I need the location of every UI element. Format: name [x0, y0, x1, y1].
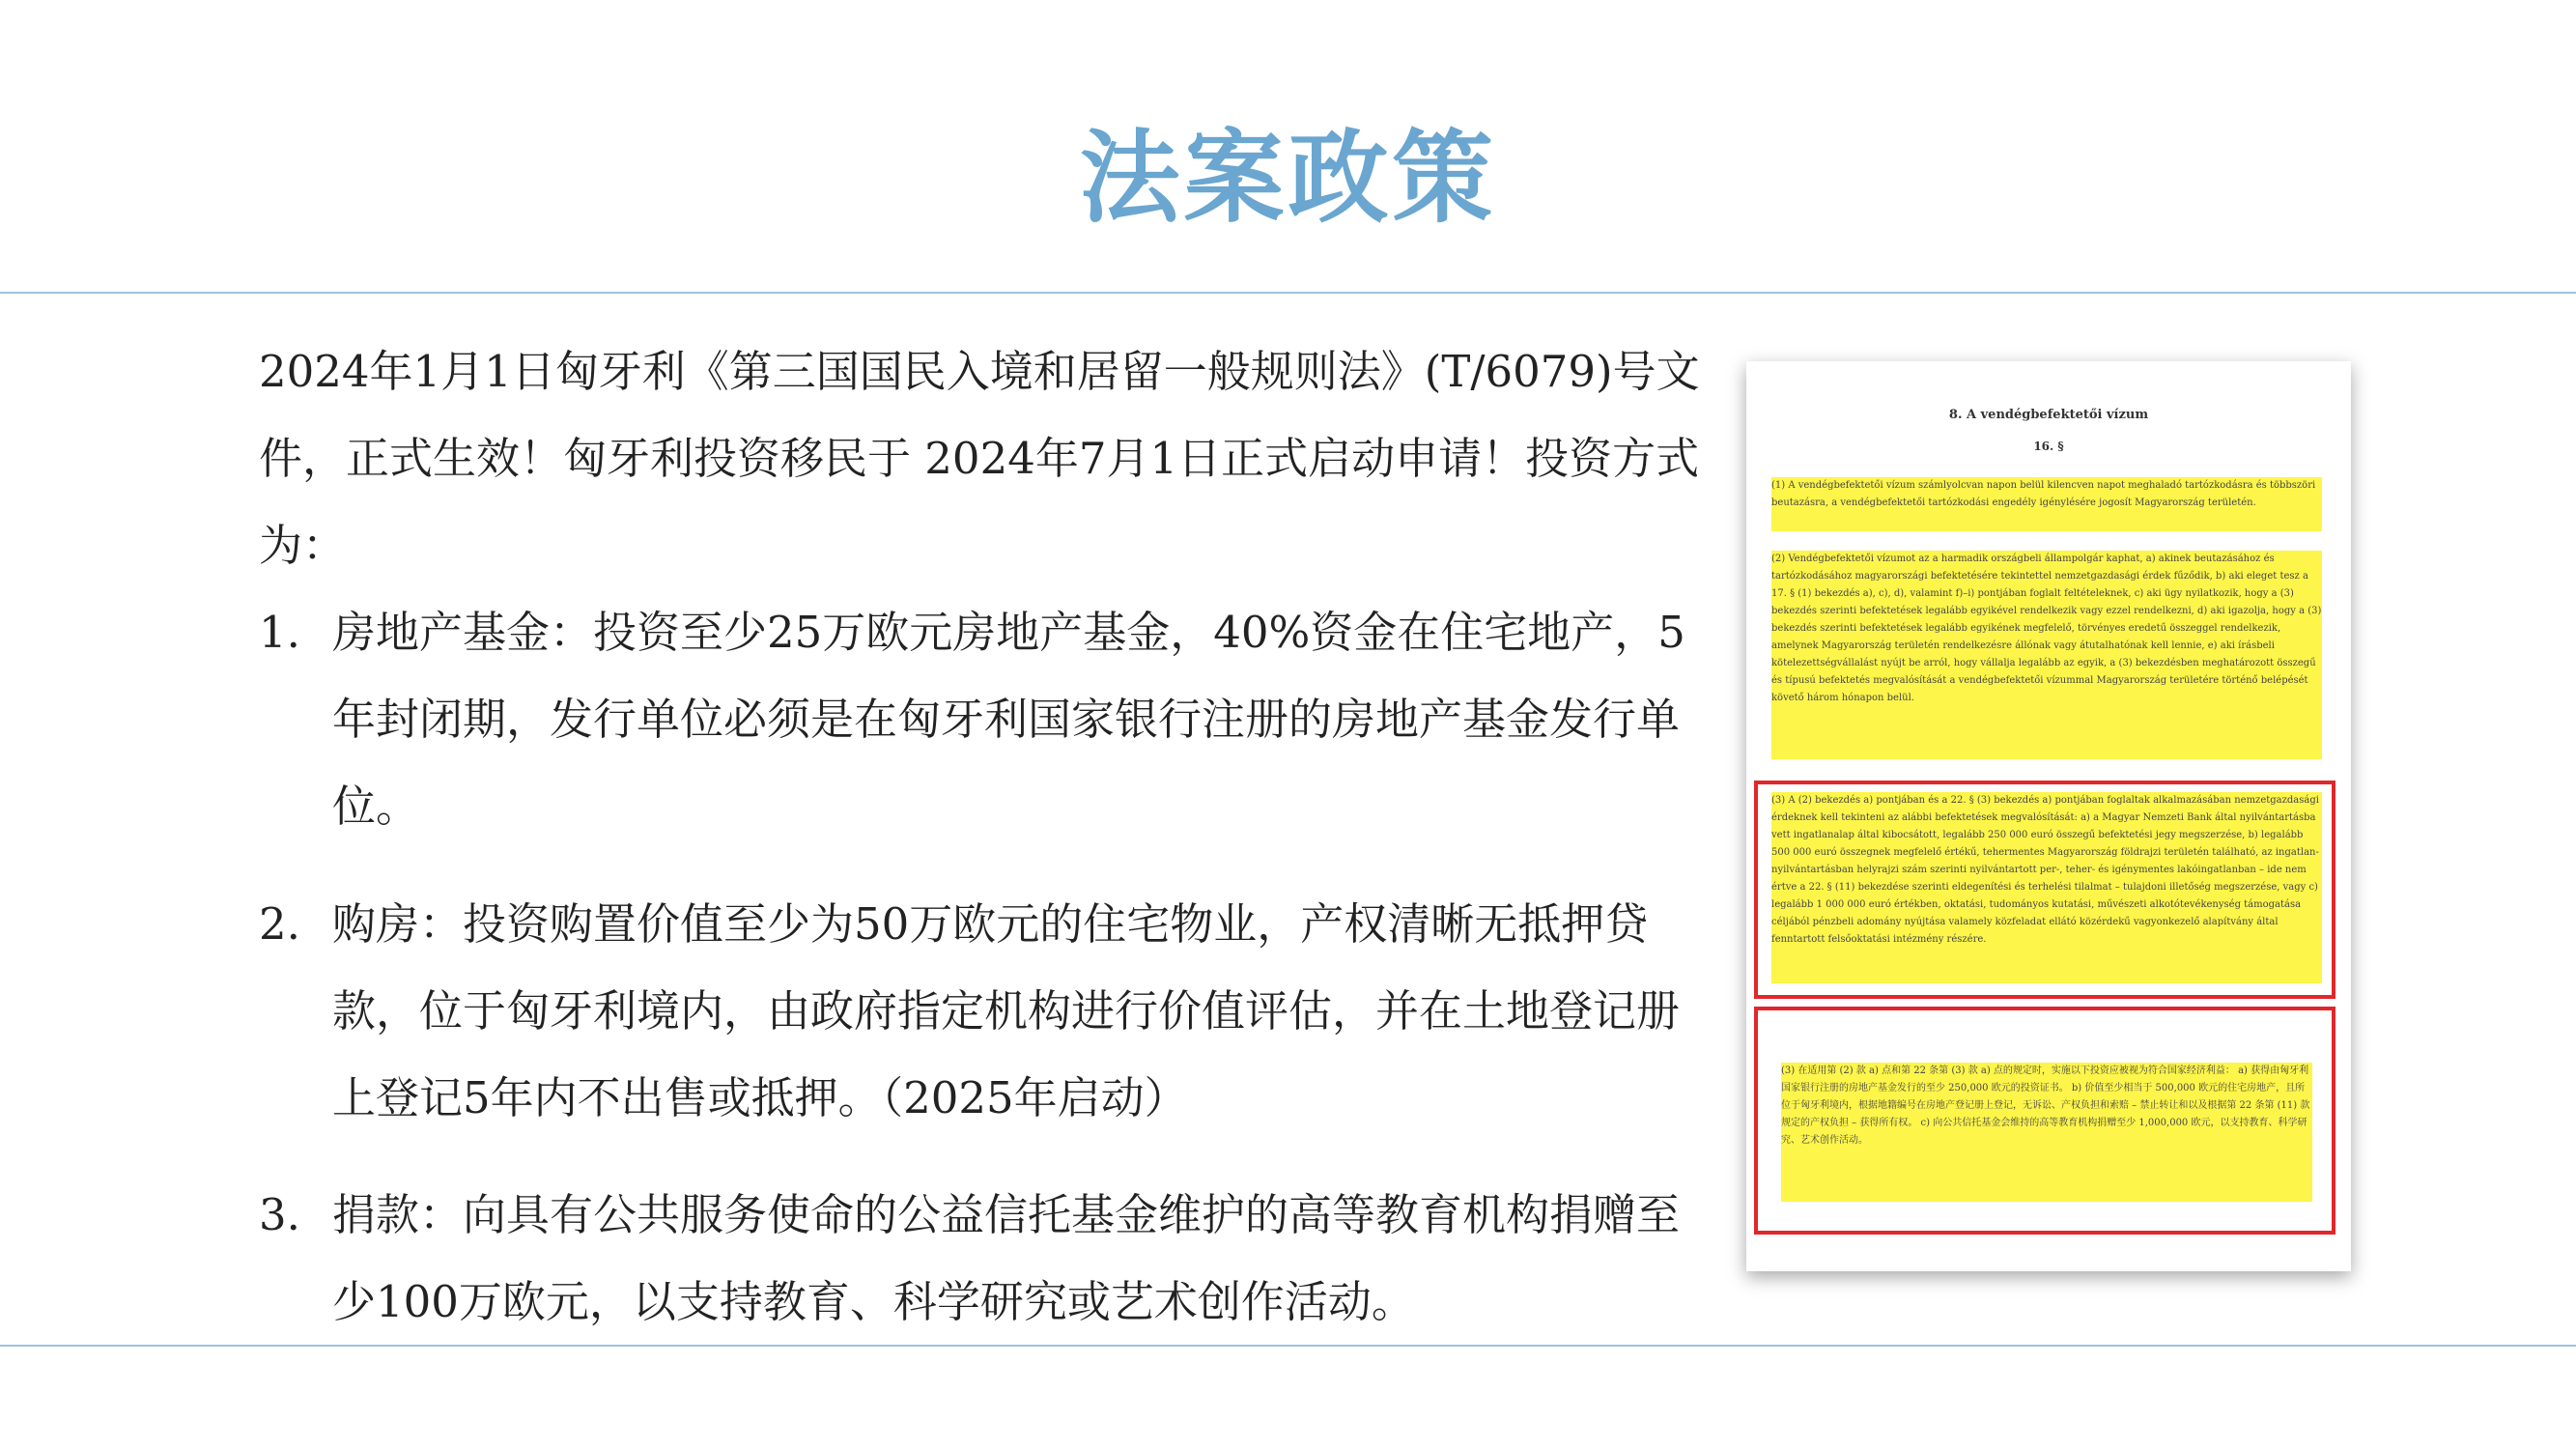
list-item — [259, 589, 1717, 850]
law-document-image — [1746, 361, 2351, 1271]
document-paragraph-3: (3) A (2) bekezdés a) pontjában és a 22. § (3) bekezdés a) pontjában foglaltak alkalmazásában nemzetgazdasági érdeknek kell tekinteni az alábbi befektetések megvalósítását: a) a Magyar Nemzeti Bank által nyilvántartásba vett ingatlanalap által kibocsátott, legalább 250 000 euró összegű befektetési jegy megszerzése, b) legalább 500 000 euró összegnek megfelelő értékű, tehermentes Magyarország földrajzi területén található, az ingatlan-nyilvántartásban helyrajzi szám szerinti nyilvántartott per-, teher- és igénymentes lakóingatlanban – ide nem értve a 22. § (11) bekezdése szerinti eldegenítési és terhelési tilalmat – tulajdoni illetőség megszerzése, vagy c) legalább 1 000 000 euró értékben, oktatási, tudományos kutatási, művészeti alkotótevékenység támogatása céljából pénzbeli adomány nyújtása valamely közfeladat ellátó közérdekű vagyonkezelő alapítvány által fenntartott felsőoktatási intézmény részére. — [1771, 792, 2322, 983]
list-item-text: 购房：投资购置价值至少为50万欧元的住宅物业，产权清晰无抵押贷款，位于匈牙利境内，由政府指定机构进行价值评估，并在土地登记册上登记5年内不出售或抵押。（2025年启动） — [332, 898, 1681, 1123]
list-item — [259, 1172, 1717, 1346]
list-item-number: 1. — [259, 607, 300, 658]
document-paragraph-2: (2) Vendégbefektetői vízumot az a harmadik országbeli állampolgár kaphat, a) akinek beutazásához és tartózkodásához magyarországi befektetésére tekintettel nemzetgazdasági érdek fűződik, b) aki eleget tesz a 17. § (1) bekezdés a), c), d), valamint f)–i) pontjában foglalt feltételeknek, c) aki ügy nyilatkozik, hogy a (3) bekezdés szerinti befektetések legalább egyikével rendelkezik vagy ezzel rendelkezni, d) aki igazolja, hogy a (3) bekezdés szerinti befektetések legalább egyikének megfelelő, törvényes eredetű összeggel rendelkezik, amelynek Magyarország területén rendelkezésre állónak vagy átutalhatónak kell lennie, e) aki írásbeli kötelezettségvállalást nyújt be arról, hogy vállalja legalább az egyik, a (3) bekezdésben meghatározott összegű és típusú befektetés megvalósítását a vendégbefektetői vízummal Magyarország területére történő belépését követő három hónapon belül. — [1771, 551, 2322, 759]
intro-paragraph: 2024年1月1日匈牙利《第三国国民入境和居留一般规则法》(T/6079)号文件，正式生效！匈牙利投资移民于 2024年7月1日正式启动申请！投资方式为： — [259, 346, 1700, 571]
list-item-number: 2. — [259, 898, 300, 950]
list-item-text: 捐款：向具有公共服务使命的公益信托基金维护的高等教育机构捐赠至少100万欧元，以支持教育、科学研究或艺术创作活动。 — [332, 1189, 1681, 1327]
list-item-text: 房地产基金：投资至少25万欧元房地产基金，40%资金在住宅地产，5年封闭期，发行单位必须是在匈牙利国家银行注册的房地产基金发行单位。 — [332, 607, 1685, 832]
list-item-number: 3. — [259, 1189, 300, 1240]
document-paragraph-1: (1) A vendégbefektetői vízum számlyolcvan napon belül kilencven napot meghaladó tartózkodásra és többszöri beutazásra, a vendégbefektetői tartózkodási engedély igénylésére jogosít Magyarország területén. — [1771, 477, 2322, 531]
page-title: 法案政策 — [1079, 119, 1497, 237]
document-heading: 8. A vendégbefektetői vízum — [1948, 408, 2149, 422]
document-paragraph-4: (3) 在适用第 (2) 款 a) 点和第 22 条第 (3) 款 a) 点的规定时，实施以下投资应被视为符合国家经济利益： a) 获得由匈牙利国家银行注册的房地产基金发行的至少 250,000 欧元的投资证书。 b) 价值至少相当于 500,000 欧元的住宅房地产，且所位于匈牙利境内，根据地籍编号在房地产登记册上登记，无诉讼、产权负担和索赔 – 禁止转让和以及根据第 22 条第 (11) 款规定的产权负担 – 获得所有权。 c) 向公共信托基金会维持的高等教育机构捐赠至少 1,000,000 欧元，以支持教育、科学研究、艺术创作活动。 — [1781, 1063, 2312, 1202]
list-item — [259, 881, 1717, 1142]
document-section: 16. § — [2033, 440, 2064, 453]
